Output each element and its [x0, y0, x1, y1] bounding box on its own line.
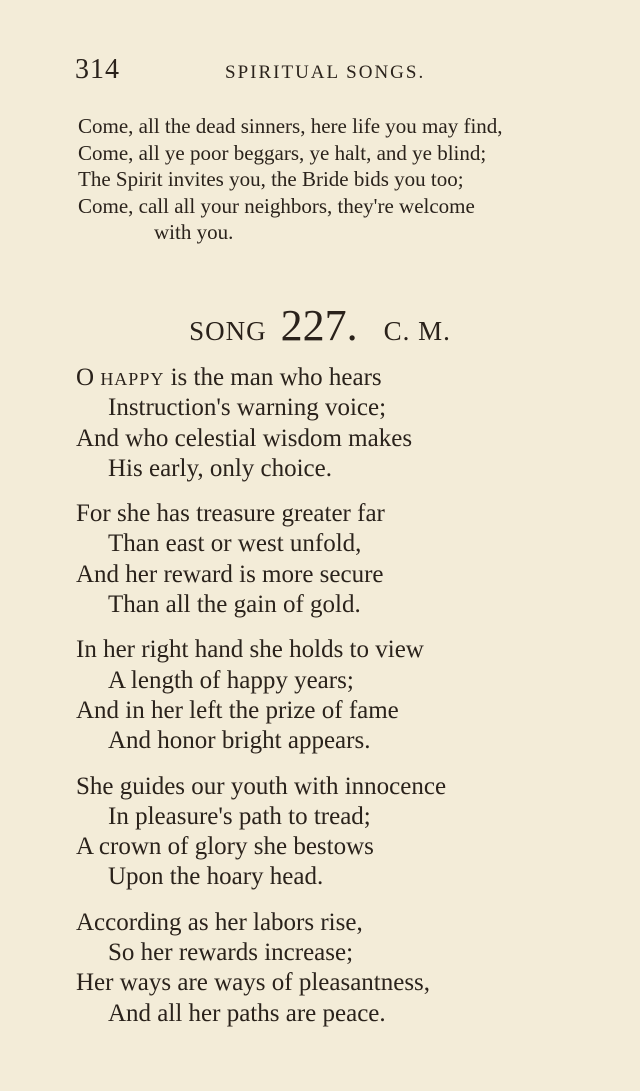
verse-line: Upon the hoary head.: [108, 863, 324, 891]
verse-line: Her ways are ways of pleasantness,: [76, 969, 431, 997]
stanza: [76, 908, 636, 1029]
verse-line: Come, all ye poor beggars, ye halt, and ye blind;: [78, 140, 487, 165]
opening-small-caps: happy: [100, 364, 165, 391]
page-number: 314: [75, 54, 120, 85]
verse-line: A crown of glory she bestows: [76, 833, 374, 861]
verse-line: According as her labors rise,: [76, 908, 363, 936]
running-head: SPIRITUAL SONGS.: [225, 62, 426, 83]
verse-line: Come, all the dead sinners, here life you may find,: [78, 114, 503, 138]
verse-line: So her rewards increase;: [108, 939, 354, 967]
opening-word: O: [76, 364, 95, 391]
verse-line: His early, only choice.: [108, 454, 332, 482]
previous-song-ending: [78, 113, 623, 246]
verse-line: For she has treasure greater far: [76, 500, 385, 528]
song-meter: C. M.: [383, 316, 451, 346]
verse-line: A length of happy years;: [108, 666, 354, 694]
verse-line: And in her left the prize of fame: [76, 696, 399, 724]
verse-line: Instruction's warning voice;: [108, 394, 387, 422]
page-header: [75, 54, 575, 90]
verse-line: Than east or west unfold,: [108, 530, 362, 558]
song-title: [0, 300, 640, 351]
stanza: [76, 772, 636, 893]
verse-line: The Spirit invites you, the Bride bids you too;: [78, 167, 464, 192]
stanza: [76, 363, 636, 484]
verse-line-first: [76, 363, 636, 393]
song-number: 227.: [280, 301, 358, 350]
verse-line: She guides our youth with innocence: [76, 772, 447, 800]
verse-line: Come, call all your neighbors, they're welcome: [78, 193, 475, 218]
verse-line: In pleasure's path to tread;: [108, 802, 371, 830]
verse-line: And her reward is more secure: [76, 560, 384, 588]
opening-line-rest: is the man who hears: [164, 364, 382, 391]
verse-line: In her right hand she holds to view: [76, 636, 424, 664]
stanza: [76, 499, 636, 620]
stanza: [76, 635, 636, 756]
verse-line: Than all the gain of gold.: [108, 591, 361, 619]
verse-line: And who celestial wisdom makes: [76, 424, 413, 452]
hymn-text: [76, 363, 636, 1044]
song-label: SONG: [189, 316, 267, 346]
verse-line: And honor bright appears.: [108, 727, 371, 755]
verse-line: And all her paths are peace.: [108, 999, 386, 1027]
verse-line-continuation: with you.: [154, 220, 234, 245]
